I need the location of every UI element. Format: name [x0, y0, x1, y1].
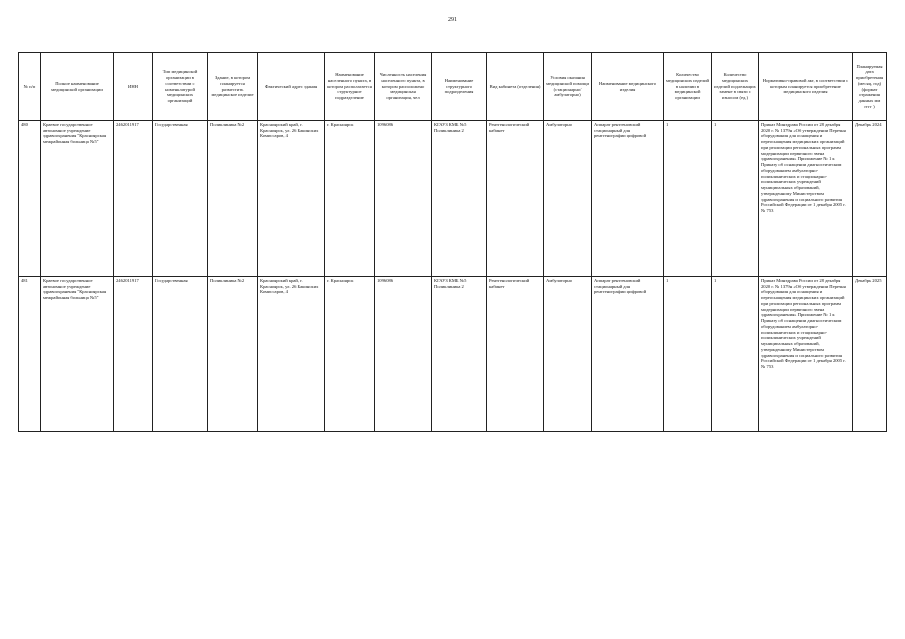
- cell-conditions: Амбулаторно: [544, 121, 592, 277]
- table-header-row: [19, 53, 887, 121]
- header-cell: Численность населения населенного пункта, в котором расположено медицинская организация, чел: [375, 53, 432, 121]
- cell-address: Красноярский край, г. Красноярск, ул. 26 Бакинских Комиссаров, 4: [258, 277, 325, 432]
- page-number: 291: [448, 17, 457, 23]
- header-cell: Фактический адрес здания: [258, 53, 325, 121]
- cell-available-qty: 1: [664, 277, 712, 432]
- header-cell: Наименование медицинского изделия: [592, 53, 664, 121]
- header-cell: Вид кабинета (отделения): [487, 53, 544, 121]
- header-cell: Тип медицинской организации в соответствии с номенклатурой медицинских организаций: [153, 53, 208, 121]
- header-cell: Количество медицинских изделий подлежащих замене в связи с износом (ед.): [712, 53, 759, 121]
- header-cell: Нормативно-правовой акт, в соответствии с которым планируется приобретение медицинского изделия: [759, 53, 853, 121]
- cell-building: Поликлиника №2: [208, 277, 258, 432]
- header-cell: Полное наименование медицинской организации: [41, 53, 114, 121]
- cell-device: Аппарат рентгеновский стационарный для рентгенографии цифровой: [592, 121, 664, 277]
- header-cell: Планируемая дата приобретения (месяц, год) (формат отражения данных мм гггг ): [853, 53, 887, 121]
- header-cell: Наименование населенного пункта, в котором располагается структурное подразделение: [325, 53, 375, 121]
- cell-number: 480: [19, 121, 41, 277]
- cell-planned-date: Декабрь 2025: [853, 277, 887, 432]
- cell-subdivision: КГАУЗ КМБ №5 Поликлиника 2: [432, 277, 487, 432]
- cell-inn: 2462011917: [114, 277, 153, 432]
- equipment-table: [18, 52, 887, 432]
- cell-cabinet: Рентгенологический кабинет: [487, 121, 544, 277]
- table-row: [19, 121, 887, 277]
- cell-inn: 2462011917: [114, 121, 153, 277]
- header-cell: ИНН: [114, 53, 153, 121]
- cell-replace-qty: 1: [712, 277, 759, 432]
- cell-available-qty: 1: [664, 121, 712, 277]
- cell-organization: Краевое государственное автономное учреждение здравоохранения "Красноярская межрайонная больница №5": [41, 277, 114, 432]
- cell-org-type: Государственная: [153, 121, 208, 277]
- cell-org-type: Государственная: [153, 277, 208, 432]
- header-cell: Количество медицинских изделий в наличии в медицинской организации: [664, 53, 712, 121]
- header-cell: Условия оказания медицинской помощи (стационарно/амбулаторно): [544, 53, 592, 121]
- cell-address: Красноярский край, г. Красноярск, ул. 26 Бакинских Комиссаров, 4: [258, 121, 325, 277]
- cell-conditions: Амбулаторно: [544, 277, 592, 432]
- header-cell: № п/п: [19, 53, 41, 121]
- header-cell: Здание, в котором планируется разместить медицинское изделие: [208, 53, 258, 121]
- cell-population: 1096086: [375, 121, 432, 277]
- table-row: [19, 277, 887, 432]
- header-cell: Наименование структурного подразделения: [432, 53, 487, 121]
- cell-legal-act: Приказ Минздрава России от 28 декабря 2020 г. № 1379н «Об утверждении Перечня оборудования для оснащения и переоснащения медицинских организаций при реализации региональных программ модернизации первичного звена здравоохранения» Приложение № 1 к Приказу об оснащении диагностическим оборудованием амбулаторно-поликлинических и стационарно-поликлинических учреждений муниципальных образований, утвержденному Министерством здравоохранения и социального развития Российской Федерации от 1 декабря 2005 г. № 753: [759, 121, 853, 277]
- cell-locality: г. Красноярск: [325, 121, 375, 277]
- cell-number: 481: [19, 277, 41, 432]
- cell-building: Поликлиника №2: [208, 121, 258, 277]
- cell-legal-act: Приказ Минздрава России от 28 декабря 2020 г. № 1379н «Об утверждении Перечня оборудования для оснащения и переоснащения медицинских организаций при реализации региональных программ модернизации первичного звена здравоохранения» Приложение № 1 к Приказу об оснащении диагностическим оборудованием амбулаторно-поликлинических и стационарно-поликлинических учреждений муниципальных образований, утвержденному Министерством здравоохранения и социального развития Российской Федерации от 1 декабря 2005 г. № 753: [759, 277, 853, 432]
- cell-replace-qty: 1: [712, 121, 759, 277]
- cell-population: 1096086: [375, 277, 432, 432]
- cell-locality: г. Красноярск: [325, 277, 375, 432]
- cell-organization: Краевое государственное автономное учреждение здравоохранения "Красноярская межрайонная больница №5": [41, 121, 114, 277]
- cell-subdivision: КГАУЗ КМБ №5 Поликлиника 2: [432, 121, 487, 277]
- cell-cabinet: Рентгенологический кабинет: [487, 277, 544, 432]
- cell-device: Аппарат рентгеновский стационарный для рентгенографии цифровой: [592, 277, 664, 432]
- cell-planned-date: Декабрь 2024: [853, 121, 887, 277]
